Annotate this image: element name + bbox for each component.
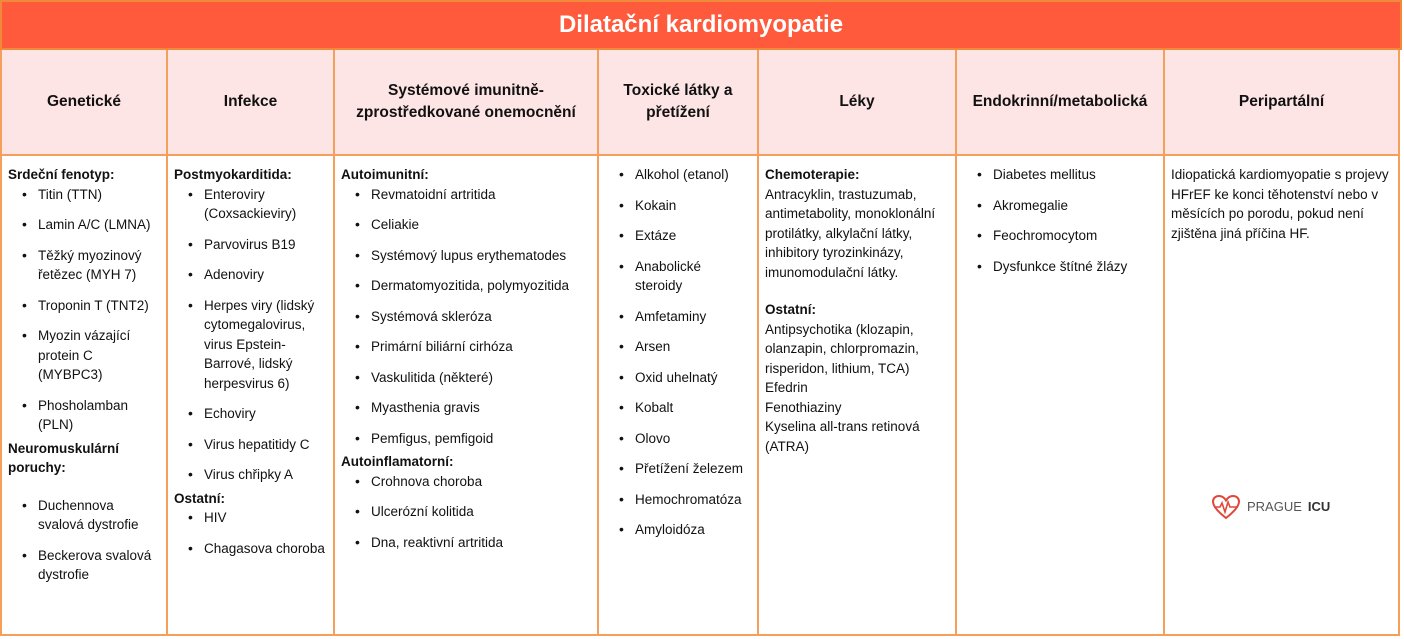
list-item: • Pemfigus, pemfigoid xyxy=(341,429,591,449)
infection-group1-list xyxy=(174,185,327,485)
logo-text-bold: ICU xyxy=(1307,499,1331,515)
list-item: • Dermatomyozitida, polymyozitida xyxy=(341,276,591,296)
peripartal-text: Idiopatická kardiomyopatie s projevy HFrEF ke konci těhotenství nebo v měsících po porodu, pokud není zjištěna jiná příčina HF. xyxy=(1171,167,1389,241)
header-toxic: Toxické látky a přetížení xyxy=(599,50,759,156)
drugs-line: Efedrin xyxy=(765,380,808,395)
cell-endocrine xyxy=(957,156,1165,636)
cell-toxic xyxy=(599,156,759,636)
list-item: • Adenoviry xyxy=(174,265,327,285)
list-item: • Přetížení železem xyxy=(605,459,751,479)
list-item: • Chagasova choroba xyxy=(174,539,327,559)
header-infection: Infekce xyxy=(168,50,335,156)
drugs-group1-text: Antracyklin, trastuzumab, antimetabolity, monoklonální protilátky, alkylační látky, inhibitory tyrozinkinázy, imunomodulační látky. xyxy=(765,186,936,280)
infection-group1-title: Postmyokarditida: xyxy=(174,167,292,182)
genetic-group1-list xyxy=(8,185,160,435)
list-item: • Anabolické steroidy xyxy=(605,257,751,296)
cell-immune xyxy=(335,156,599,636)
list-item: • Diabetes mellitus xyxy=(963,165,1157,185)
cell-infection xyxy=(168,156,335,636)
list-item: • Těžký myozinový řetězec (MYH 7) xyxy=(8,246,160,285)
prague-icu-logo xyxy=(1211,494,1330,520)
page-title: Dilatační kardiomyopatie xyxy=(0,0,1402,50)
list-item: • Hemochromatóza xyxy=(605,490,751,510)
infection-group2-list xyxy=(174,508,327,558)
cell-genetic xyxy=(0,156,168,636)
list-item: • Herpes viry (lidský cytomegalovirus, virus Epstein-Barrové, lidský herpesvirus 6) xyxy=(174,296,327,394)
list-item: • Phosholamban (PLN) xyxy=(8,396,160,435)
list-item: • Akromegalie xyxy=(963,196,1157,216)
list-item: • Dysfunkce štítné žlázy xyxy=(963,257,1157,277)
header-peripartal: Peripartální xyxy=(1165,50,1400,156)
list-item: • Revmatoidní artritida xyxy=(341,185,591,205)
list-item: • Amfetaminy xyxy=(605,307,751,327)
genetic-group1-title: Srdeční fenotyp: xyxy=(8,167,115,182)
immune-group1-list xyxy=(341,185,591,449)
genetic-group2-title: Neuromuskulární poruchy: xyxy=(8,440,120,475)
header-endocrine: Endokrinní/metabolická xyxy=(957,50,1165,156)
genetic-group2-list xyxy=(8,496,160,585)
drugs-group1-title: Chemoterapie: xyxy=(765,167,860,182)
infection-group2-title: Ostatní: xyxy=(174,490,226,506)
drugs-line: Antipsychotika (klozapin, olanzapin, chlorpromazin, risperidon, lithium, TCA) xyxy=(765,321,919,376)
list-item: • Troponin T (TNT2) xyxy=(8,296,160,316)
list-item: • Titin (TTN) xyxy=(8,185,160,205)
heart-pulse-icon xyxy=(1211,494,1241,520)
endocrine-list xyxy=(963,165,1157,276)
list-item: • Systémová skleróza xyxy=(341,307,591,327)
list-item: • Virus hepatitidy C xyxy=(174,435,327,455)
cell-peripartal xyxy=(1165,156,1400,636)
list-item: • Beckerova svalová dystrofie xyxy=(8,546,160,585)
immune-group1-title: Autoimunitní: xyxy=(341,167,429,182)
list-item: • Parvovirus B19 xyxy=(174,235,327,255)
list-item: • Oxid uhelnatý xyxy=(605,368,751,388)
list-item: • Echoviry xyxy=(174,404,327,424)
list-item: • Extáze xyxy=(605,226,751,246)
spacer xyxy=(765,282,949,300)
list-item: • Celiakie xyxy=(341,215,591,235)
cell-drugs xyxy=(759,156,957,636)
immune-group2-title: Autoinflamatorní: xyxy=(341,454,454,469)
list-item: • Kobalt xyxy=(605,398,751,418)
header-genetic: Genetické xyxy=(0,50,168,156)
list-item: • Systémový lupus erythematodes xyxy=(341,246,591,266)
list-item: • Dna, reaktivní artritida xyxy=(341,533,591,553)
list-item: • Lamin A/C (LMNA) xyxy=(8,215,160,235)
drugs-line: Fenothiaziny xyxy=(765,399,842,415)
list-item: • Alkohol (etanol) xyxy=(605,165,751,185)
list-item: • Kokain xyxy=(605,196,751,216)
list-item: • Ulcerózní kolitida xyxy=(341,502,591,522)
list-item: • Olovo xyxy=(605,429,751,449)
list-item: • Myasthenia gravis xyxy=(341,398,591,418)
causes-grid xyxy=(0,50,1402,636)
immune-group2-list xyxy=(341,472,591,553)
list-item: • Crohnova choroba xyxy=(341,472,591,492)
drugs-line: Kyselina all-trans retinová (ATRA) xyxy=(765,419,920,454)
list-item: • Enteroviry (Coxsackieviry) xyxy=(174,185,327,224)
list-item: • Vaskulitida (některé) xyxy=(341,368,591,388)
list-item: • Feochromocytom xyxy=(963,226,1157,246)
drugs-group2-title: Ostatní: xyxy=(765,302,817,317)
list-item: • Arsen xyxy=(605,337,751,357)
list-item: • Amyloidóza xyxy=(605,520,751,540)
list-item: • HIV xyxy=(174,508,327,528)
logo-text-light: PRAGUE xyxy=(1247,499,1302,515)
header-immune: Systémové imunitně-zprostředkované onemocnění xyxy=(335,50,599,156)
list-item: • Primární biliární cirhóza xyxy=(341,337,591,357)
header-drugs: Léky xyxy=(759,50,957,156)
toxic-list xyxy=(605,165,751,540)
list-item: • Duchennova svalová dystrofie xyxy=(8,496,160,535)
list-item: • Myozin vázající protein C (MYBPC3) xyxy=(8,326,160,385)
list-item: • Virus chřipky A xyxy=(174,465,327,485)
